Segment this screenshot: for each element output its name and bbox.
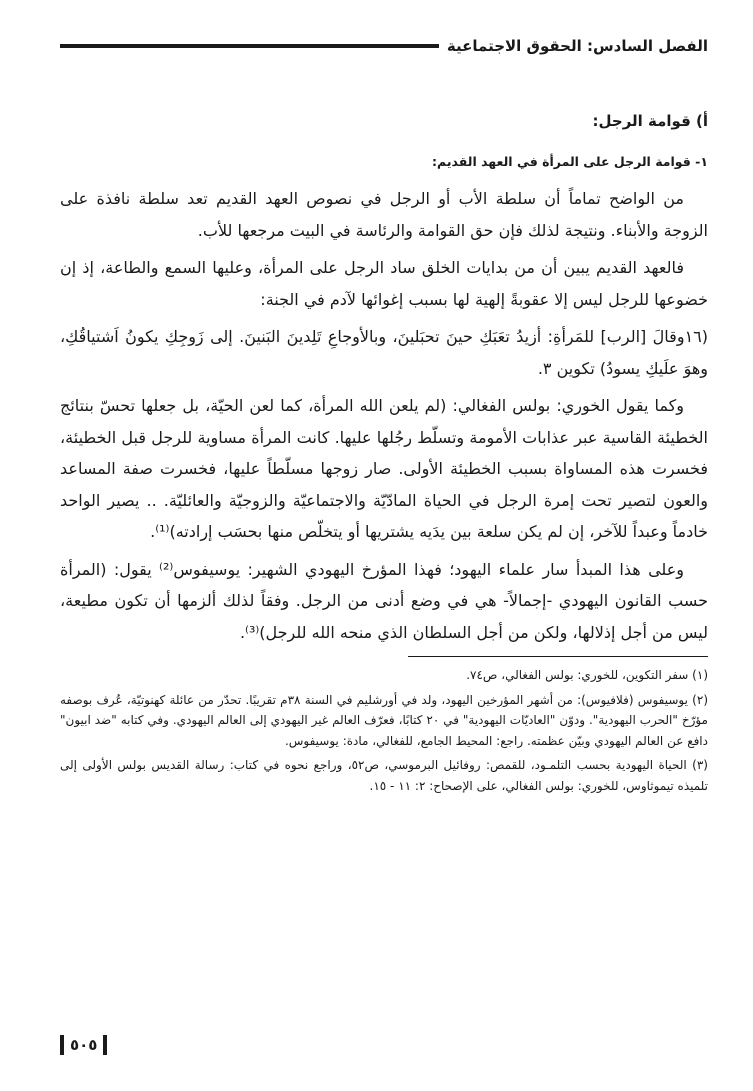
page-number-block [60,1035,107,1055]
page-number: ٥٠٥ [70,1036,98,1054]
sub-heading: ١- قوامة الرجل على المرأة في العهد القديم: [432,154,708,169]
section-heading: أ) قوامة الرجل: [592,112,708,130]
paragraph-1: من الواضح تماماً أن سلطة الأب أو الرجل في نصوص العهد القديم تعد سلطة نافذة على الزوجة والأبناء. ونتيجة لذلك فإن حق القوامة والرئاسة في البيت مرجعها للأب. [60,189,708,240]
paragraph-4: وعلى هذا المبدأ سار علماء اليهود؛ فهذا المؤرخ اليهودي الشهير: يوسيفوس⁽²⁾ يقول: (المرأة حسب القانون اليهودي -إجمالاً- هي في وضع أدنى من الرجل. وفقاً لذلك ألزمها أن تكون مطيعة، ليس من أجل إذلالها، ولكن من أجل السلطان الذي منحه الله للرجل)⁽³⁾. [60,559,708,642]
book-page [60,0,708,1091]
paragraph-2: فالعهد القديم يبين أن من بدايات الخلق ساد الرجل على المرأة، وعليها السمع والطاعة، إذ إن خضوعها للرجل ليس إلا عقوبةً إلهية لها بسبب إغوائها لآدم في الجنة: [60,258,708,309]
footnote-2: (٢) يوسيفوس (فلافيوس): من أشهر المؤرخين اليهود، ولد في أورشليم في السنة ٣٨م تقريبًا. تحدّر من عائلة كهنوتيّة، عُرف بوصفه مؤرّخ "الحرب اليهودية". ودوّن "العاديّات اليهودية" في ٢٠ كتابًا، فعرّف العالم غير اليهودي إلى العالم اليهودي. وفي كتابه "ضد ابيون" دافع عن العالم اليهودي وبيّن عظمته. راجع: المحيط الجامع، للفغالي، مادة: يوسيفوس. [60,692,708,748]
page-number-bar-left [103,1035,107,1055]
footnote-divider [408,656,708,657]
footnote-3: (٣) الحياة اليهودية بحسب التلمـود، للقمص: روفائيل البرموسي، ص٥٢، وراجع نحوه في كتاب: رسالة القديس بولس الأولى إلى تلميذه تيموثاوس، للخوري: بولس الفغالي، على الإصحاح: ٢: ١١ - ١٥. [60,758,708,793]
paragraph-3: وكما يقول الخوري: بولس الفغالي: (لم يلعن الله المرأة، كما لعن الحيّة، بل جعلها تحسّ بنتائج الخطيئة القاسية عبر عذابات الأمومة وتسلّط رجُلها عليها. كانت المرأة مساوية للرجل قبل الخطيئة، فخسرت هذه المساواة بسبب الخطيئة الأولى. صار زوجها مسلّطاً عليها، فخسرت صفة المساعد والعون لتصير تحت إمرة الرجل في الحياة المادّيّة والاجتماعيّة والزوجيّة والعائليّة. .. يصير الواحد خادماً وعبداً للآخر، إن لم يكن سلعة بين يدَيه يشتريها أو يتخلّص منها بحسَب إرادته)⁽¹⁾. [60,396,708,541]
footnote-1: (١) سفر التكوين، للخوري: بولس الفغالي، ص٧٤. [466,668,708,682]
page-content [60,112,708,800]
header-rule [60,44,439,48]
scripture-quote: (١٦وقالَ [الرب] للمَرأةِ: أزيدُ تعَبَكِ حينَ تحبَلينَ، وبالأوجاعِ تَلِدينَ البَنينَ. إلى زَوجِكِ يكونُ اَشتياقُكِ، وهوَ علَيكِ يسودُ) تكوين ٣. [60,327,708,378]
running-header [60,32,708,60]
chapter-title: الفصل السادس: الحقوق الاجتماعية [446,37,708,55]
page-number-bar-right [60,1035,64,1055]
